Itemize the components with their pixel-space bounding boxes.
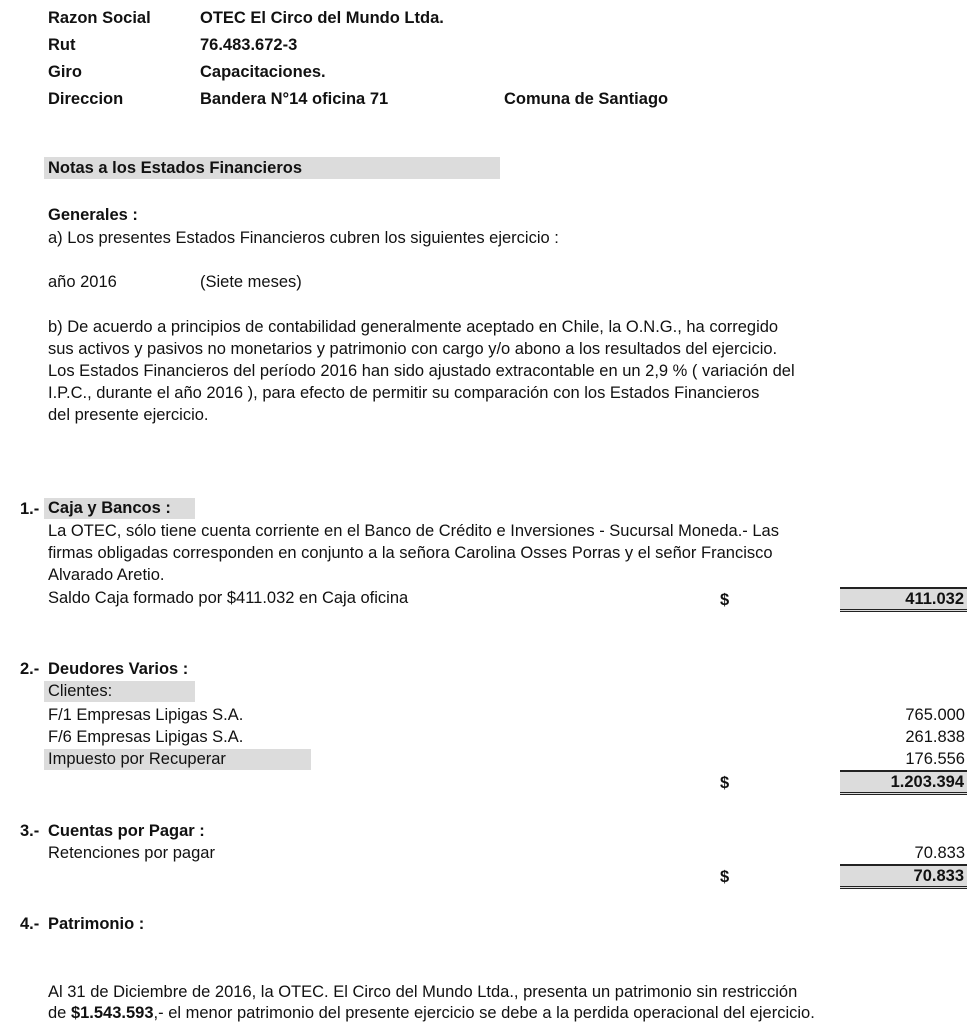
generales-a-line: a) Los presentes Estados Financieros cubren los siguientes ejercicio : <box>48 229 559 247</box>
notas-title: Notas a los Estados Financieros <box>44 157 500 179</box>
deudores-number: 2.- <box>20 660 40 678</box>
b-line-4: I.P.C., durante el año 2016 ), para efecto de permitir su comparación con los Estados Financieros <box>48 384 760 402</box>
caja-line-3: Alvarado Aretio. <box>48 566 165 584</box>
deudor-row-3-label: Impuesto por Recuperar <box>44 749 311 770</box>
caja-line-1: La OTEC, sólo tiene cuenta corriente en el Banco de Crédito e Inversiones - Sucursal Moneda.- Las <box>48 522 779 540</box>
b-line-2: sus activos y pasivos no monetarios y patrimonio con cargo y/o abono a los resultados del ejercicio. <box>48 340 778 358</box>
deudores-total-box <box>840 770 967 795</box>
patrimonio-number: 4.- <box>20 915 40 933</box>
generales-title: Generales : <box>48 206 138 224</box>
cuentas-row-1-label: Retenciones por pagar <box>48 844 215 862</box>
cuentas-currency: $ <box>720 868 730 886</box>
caja-total-box <box>840 587 967 612</box>
b-line-5: del presente ejercicio. <box>48 406 209 424</box>
deudor-row-1-amount: 765.000 <box>905 706 965 724</box>
deudores-title: Deudores Varios : <box>48 660 189 678</box>
cuentas-number: 3.- <box>20 822 40 840</box>
year-note: (Siete meses) <box>200 273 302 291</box>
rut-value: 76.483.672-3 <box>200 36 298 54</box>
deudor-row-1-label: F/1 Empresas Lipigas S.A. <box>48 706 244 724</box>
clientes-label: Clientes: <box>44 681 195 702</box>
razon-social-label: Razon Social <box>48 9 151 27</box>
comuna-value: Comuna de Santiago <box>504 90 669 108</box>
cuentas-row-1-amount: 70.833 <box>914 844 965 862</box>
giro-value: Capacitaciones. <box>200 63 326 81</box>
razon-social-value: OTEC El Circo del Mundo Ltda. <box>200 9 444 27</box>
giro-label: Giro <box>48 63 82 81</box>
caja-total: 411.032 <box>905 590 964 608</box>
caja-paragraph <box>48 520 928 586</box>
deudor-row-2-label: F/6 Empresas Lipigas S.A. <box>48 728 244 746</box>
patrimonio-line-1: Al 31 de Diciembre de 2016, la OTEC. El Circo del Mundo Ltda., presenta un patrimonio sin restricción <box>48 983 798 1001</box>
cuentas-total: 70.833 <box>913 867 964 885</box>
direccion-value: Bandera N°14 oficina 71 <box>200 90 389 108</box>
direccion-label: Direccion <box>48 90 124 108</box>
patrimonio-title: Patrimonio : <box>48 915 145 933</box>
caja-title: Caja y Bancos : <box>44 498 195 519</box>
b-line-3: Los Estados Financieros del período 2016 han sido ajustado extracontable en un 2,9 % ( variación del <box>48 362 795 380</box>
cuentas-total-box <box>840 864 967 889</box>
deudor-row-3-amount: 176.556 <box>905 750 965 768</box>
caja-line-2: firmas obligadas corresponden en conjunto a la señora Carolina Osses Porras y el señor Francisco <box>48 544 773 562</box>
deudor-row-2-amount: 261.838 <box>905 728 965 746</box>
deudores-total: 1.203.394 <box>890 773 964 791</box>
patrimonio-line-2-prefix: de <box>48 1004 71 1022</box>
patrimonio-amount: $1.543.593 <box>70 1004 154 1022</box>
patrimonio-line-2-suffix: ,- el menor patrimonio del presente ejercicio se debe a la perdida operacional del ejercicio. <box>153 1004 815 1022</box>
saldo-caja-text: Saldo Caja formado por $411.032 en Caja oficina <box>48 589 409 607</box>
deudores-currency: $ <box>720 774 730 792</box>
caja-currency: $ <box>720 591 730 609</box>
generales-b-paragraph <box>48 316 928 426</box>
year-label: año 2016 <box>48 273 117 291</box>
b-line-1: b) De acuerdo a principios de contabilidad generalmente aceptado en Chile, la O.N.G., ha corregido <box>48 318 779 336</box>
caja-number: 1.- <box>20 500 40 518</box>
patrimonio-line-2 <box>48 1003 815 1023</box>
cuentas-title: Cuentas por Pagar : <box>48 822 205 840</box>
rut-label: Rut <box>48 36 76 54</box>
